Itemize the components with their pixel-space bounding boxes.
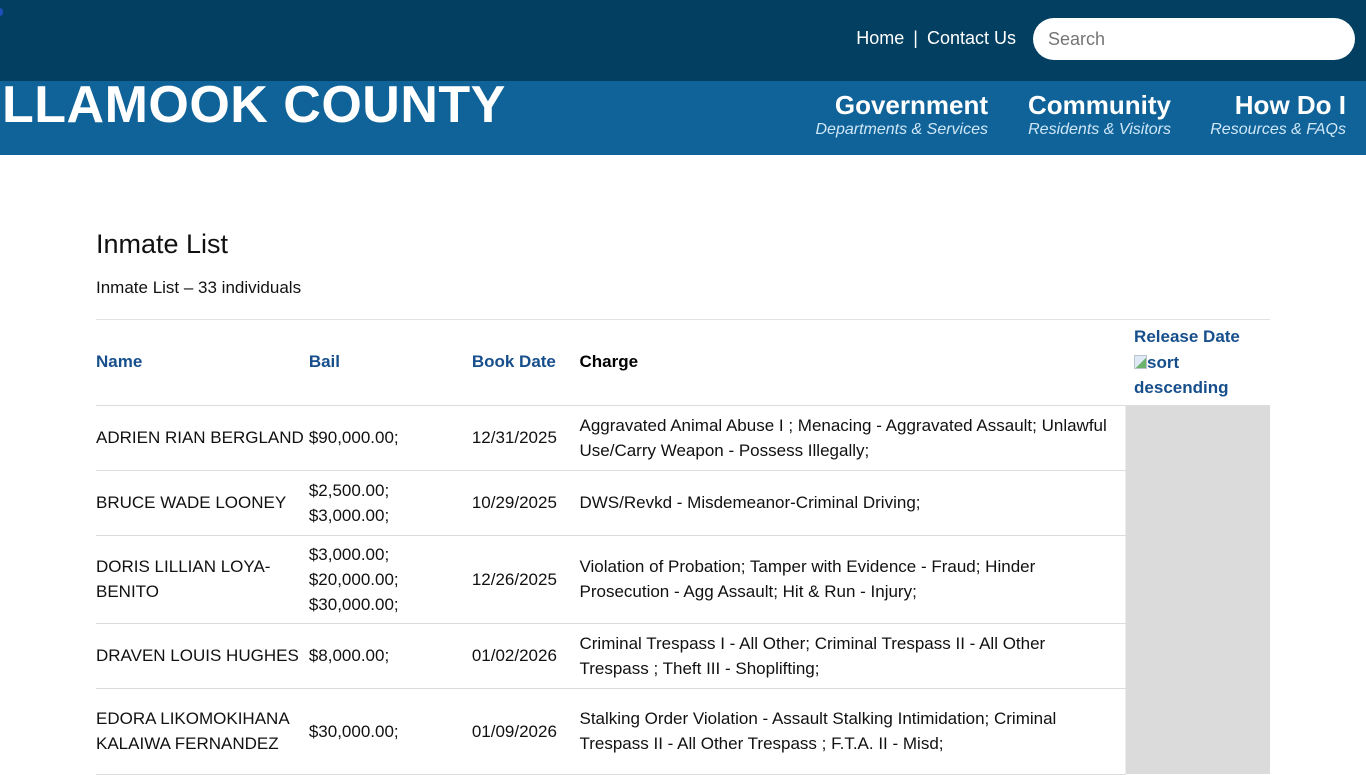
book-date: 12/31/2025 <box>472 405 580 470</box>
broken-image-icon <box>1134 355 1147 369</box>
bail-amounts <box>309 535 472 623</box>
release-date <box>1125 623 1270 688</box>
bail-amount: $30,000.00; <box>308 721 399 741</box>
table-row <box>96 688 1270 774</box>
main-content <box>96 228 1270 298</box>
bail-amount: $3,000.00; <box>308 544 390 564</box>
bail-amount: $90,000.00; <box>308 428 399 447</box>
bail-amounts <box>309 470 472 535</box>
nav-how-do-i-sub: Resources & FAQs <box>1210 121 1346 138</box>
nav-community[interactable] <box>1028 90 1171 140</box>
bail-amount: $2,500.00; <box>308 480 390 500</box>
focus-indicator <box>0 8 3 16</box>
utility-separator: | <box>913 28 918 48</box>
bail-amount: $3,000.00; <box>308 505 390 525</box>
release-date <box>1125 405 1270 470</box>
charges: Stalking Order Violation - Assault Stalking Intimidation; Criminal Trespass II - All Other Trespass ; F.T.A. II - Misd; <box>579 688 1125 774</box>
table-row <box>96 470 1270 535</box>
bail-amount: $8,000.00; <box>308 646 390 665</box>
table-row <box>96 623 1270 688</box>
table-row <box>96 535 1270 623</box>
nav-government-label: Government <box>834 90 988 120</box>
release-date <box>1125 470 1270 535</box>
table-row <box>96 405 1270 470</box>
column-header-bail[interactable] <box>309 320 472 406</box>
nav-how-do-i-label: How Do I <box>1234 90 1346 120</box>
nav-how-do-i[interactable] <box>1210 90 1346 140</box>
nav-government[interactable] <box>815 90 988 140</box>
page-title: Inmate List <box>96 229 229 259</box>
nav-community-sub: Residents & Visitors <box>1028 121 1171 138</box>
book-date: 01/02/2026 <box>472 623 580 688</box>
bail-amounts <box>309 688 472 774</box>
release-date <box>1125 688 1270 774</box>
inmate-name: ADRIEN RIAN BERGLAND <box>96 405 309 470</box>
sort-by-bail-link[interactable]: Bail <box>308 352 341 372</box>
sort-by-name-link[interactable]: Name <box>96 352 143 372</box>
bail-amount: $20,000.00; <box>308 569 399 589</box>
inmate-name: DORIS LILLIAN LOYA-BENITO <box>96 535 309 623</box>
table-header-row <box>96 320 1270 406</box>
book-date: 10/29/2025 <box>472 470 580 535</box>
charges: DWS/Revkd - Misdemeanor-Criminal Driving; <box>579 470 1125 535</box>
nav-government-sub: Departments & Services <box>815 121 988 138</box>
book-date: 12/26/2025 <box>472 535 580 623</box>
search-input[interactable] <box>1033 18 1355 60</box>
release-date-label: Release Date <box>1134 327 1240 346</box>
bail-amount: $30,000.00; <box>308 594 399 614</box>
sort-by-release-date-link[interactable] <box>1134 327 1240 397</box>
inmate-name: DRAVEN LOUIS HUGHES <box>96 623 309 688</box>
nav-community-label: Community <box>1028 90 1171 120</box>
sort-direction-text: descending <box>1134 378 1229 397</box>
charges: Aggravated Animal Abuse I ; Menacing - Aggravated Assault; Unlawful Use/Carry Weapon - Possess Illegally; <box>579 405 1125 470</box>
contact-us-link[interactable]: Contact Us <box>926 28 1016 48</box>
inmate-table <box>96 319 1270 775</box>
column-header-release-date[interactable] <box>1125 320 1270 406</box>
inmate-name: BRUCE WADE LOONEY <box>96 470 309 535</box>
book-date: 01/09/2026 <box>472 688 580 774</box>
site-title-logo[interactable]: LLAMOOK COUNTY <box>2 76 506 134</box>
charges: Violation of Probation; Tamper with Evidence - Fraud; Hinder Prosecution - Agg Assault; Hit & Run - Injury; <box>579 535 1125 623</box>
top-utility-bar <box>0 0 1366 81</box>
release-date <box>1125 535 1270 623</box>
charges: Criminal Trespass I - All Other; Criminal Trespass II - All Other Trespass ; Theft III - Shoplifting; <box>579 623 1125 688</box>
sort-by-book-date-link[interactable]: Book Date <box>471 352 556 372</box>
bail-amounts <box>309 623 472 688</box>
inmate-name: EDORA LIKOMOKIHANA KALAIWA FERNANDEZ <box>96 688 309 774</box>
column-header-name[interactable] <box>96 320 309 406</box>
column-header-charge: Charge <box>579 320 1125 406</box>
inmate-count: Inmate List – 33 individuals <box>96 278 302 297</box>
column-header-book-date[interactable] <box>472 320 580 406</box>
home-link[interactable]: Home <box>856 28 905 48</box>
utility-links <box>856 28 1016 49</box>
sort-image-alt-text: sort <box>1147 352 1180 372</box>
bail-amounts <box>309 405 472 470</box>
